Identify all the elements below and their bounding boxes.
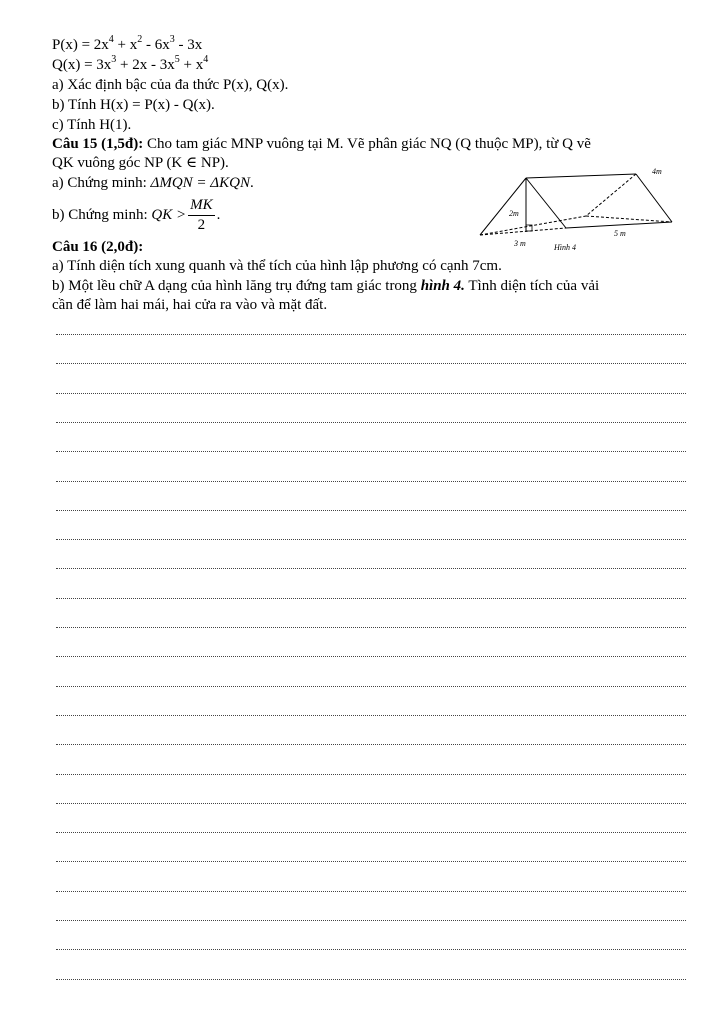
q15-part-b: b) Chứng minh: QK > $\frac{MK}{2}$ . [52, 197, 221, 234]
q16-part-a: a) Tính diện tích xung quanh và thể tích của hình lập phương có cạnh 7cm. [52, 258, 502, 274]
q15-statement: Câu 15 (1,5đ): Cho tam giác MNP vuông tại M. Vẽ phân giác NQ (Q thuộc MP), từ Q vẽ [52, 136, 591, 152]
answer-line [56, 627, 686, 628]
answer-line [56, 539, 686, 540]
poly-p: $P(x) = 2x^4 + x^2 - 6x^3 - 3x$ [52, 34, 203, 53]
answer-line [56, 979, 686, 980]
q16-part-b: b) Một lều chữ A dạng của hình lăng trụ đứng tam giác trong hình 4. Tình diện tích của vải [52, 278, 600, 294]
q15-title: Câu 15 (1,5đ): [52, 136, 144, 152]
base-left-edge [480, 216, 586, 235]
answer-line [56, 656, 686, 657]
answer-line [56, 422, 686, 423]
label-3m: 3 m [514, 239, 526, 248]
fraction-mk-over-2: $\frac{MK}{2}$ [190, 197, 213, 234]
tent-prism-figure [476, 160, 696, 256]
q16-part-b-cont: cần để làm hai mái, hai cửa ra vào và mặt đất. [52, 297, 328, 313]
poly-part-a: a) Xác định bậc của đa thức P(x), Q(x). [52, 77, 289, 93]
answer-line [56, 451, 686, 452]
front-left-edge [480, 178, 526, 235]
label-2m: 2m [509, 209, 519, 218]
answer-line [56, 686, 686, 687]
answer-line [56, 861, 686, 862]
answer-line [56, 949, 686, 950]
poly-part-c: c) Tính H(1). [52, 117, 132, 133]
answer-line [56, 891, 686, 892]
poly-q: $Q(x) = 3x^3 + 2x - 3x^5 + x^4$ [52, 54, 209, 73]
figure-caption: Hình 4 [554, 243, 576, 252]
back-left-edge [586, 174, 636, 216]
answer-line [56, 774, 686, 775]
base-right-edge [566, 222, 672, 228]
back-right-edge [636, 174, 672, 222]
answer-line [56, 481, 686, 482]
answer-line [56, 920, 686, 921]
answer-line [56, 598, 686, 599]
poly-part-b: b) Tính H(x) = P(x) - Q(x). [52, 97, 215, 113]
q15-part-a: a) Chứng minh: ΔMQN = ΔKQN. [52, 175, 254, 191]
answer-line [56, 510, 686, 511]
q15-statement-cont: QK vuông góc NP (K ∈ NP). [52, 155, 229, 171]
back-base-edge [586, 216, 672, 222]
q16-title: Câu 16 (2,0đ): [52, 239, 144, 255]
front-base-edge [480, 228, 566, 235]
answer-line [56, 363, 686, 364]
answer-line [56, 715, 686, 716]
answer-line [56, 334, 686, 335]
ridge-edge [526, 174, 636, 178]
label-5m: 5 m [614, 229, 626, 238]
answer-line [56, 568, 686, 569]
label-4m: 4m [652, 167, 662, 176]
answer-line [56, 803, 686, 804]
answer-line [56, 832, 686, 833]
answer-line [56, 393, 686, 394]
answer-line [56, 744, 686, 745]
